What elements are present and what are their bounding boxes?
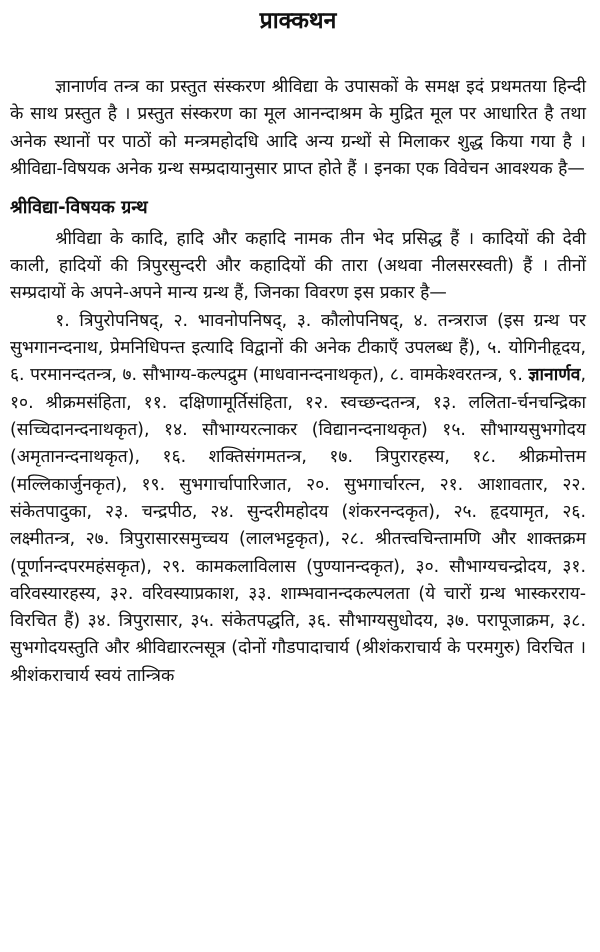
section-heading: श्रीविद्या-विषयक ग्रन्थ — [10, 196, 148, 218]
list-bold-term: ज्ञानार्णव — [528, 365, 581, 386]
page-title: प्राक्कथन — [259, 8, 337, 34]
list-text-start: १. त्रिपुरोपनिषद्, २. भावनोपनिषद्, ३. कौलोपनिषद्, ४. तन्त्रराज (इस ग्रन्थ पर सुभगानन्दनाथ, प्रेमनिधिपन्त इत्यादि विद्वानों की अनेक टीकाएँ उपलब्ध हैं), ५. योगिनीहृदय, ६. परमानन्दतन्त्र, ७. सौभाग्य-कल्पद्रुम (माधवानन्दनाथकृत), ८. वामकेश्वरतन्त्र, ९. — [10, 310, 586, 386]
intro-paragraph: ज्ञानार्णव तन्त्र का प्रस्तुत संस्करण श्रीविद्या के उपासकों के समक्ष इदं प्रथमतया हिन्दी के साथ प्रस्तुत है । प्रस्तुत संस्करण का मूल आनन्दाश्रम के मुद्रित मूल पर आधारित है तथा अनेक स्थानों पर पाठों को मन्त्रमहोदधि आदि अन्य ग्रन्थों से मिलाकर शुद्ध किया गया है । श्रीविद्या-विषयक अनेक ग्रन्थ सम्प्रदायानुसार प्राप्त होते हैं । इनका एक विवेचन आवश्यक है— — [10, 77, 586, 180]
text-list-paragraph — [10, 308, 586, 690]
list-text-rest: , १०. श्रीक्रमसंहिता, ११. दक्षिणामूर्तिसंहिता, १२. स्वच्छन्दतन्त्र, १३. ललिता-र्चनचन्द्रिका (सच्चिदानन्दनाथकृत), १४. सौभाग्यरत्नाकर (विद्यानन्दनाथकृत) १५. सौभाग्यसुभगोदय (अमृतानन्दनाथकृत), १६. शक्तिसंगमतन्त्र, १७. त्रिपुरारहस्य, १८. श्रीक्रमोत्तम (मल्लिकार्जुनकृत), १९. सुभगार्चापारिजात, २०. सुभगार्चारत्न, २१. आशावतार, २२. संकेतपादुका, २३. चन्द्रपीठ, २४. सुन्दरीमहोदय (शंकरनन्दकृत), २५. हृदयामृत, २६. लक्ष्मीतन्त्र, २७. त्रिपुरासारसमुच्चय (लालभट्टकृत), २८. श्रीतत्त्वचिन्तामणि और शाक्तक्रम (पूर्णानन्दपरमहंसकृत), २९. कामकलाविलास (पुण्यानन्दकृत), ३०. सौभाग्यचन्द्रोदय, ३१. वरिवस्यारहस्य, ३२. वरिवस्याप्रकाश, ३३. शाम्भवानन्दकल्पलता (ये चारों ग्रन्थ भास्करराय-विरचित हैं) ३४. त्रिपुरासार, ३५. संकेतपद्धति, ३६. सौभाग्यसुधोदय, ३७. परापूजाक्रम, ३८. सुभगोदयस्तुति और श्रीविद्यारत्नसूत्र (दोनों गौडपादाचार्य (श्रीशंकराचार्य के परमगुरु) विरचित । श्रीशंकराचार्य स्वयं तान्त्रिक — [10, 365, 586, 686]
section-paragraph: श्रीविद्या के कादि, हादि और कहादि नामक तीन भेद प्रसिद्ध हैं । कादियों की देवी काली, हादियों की त्रिपुरसुन्दरी और कहादियों की तारा (अथवा नीलसरस्वती) हैं । तीनों सम्प्रदायों के अपने-अपने मान्य ग्रन्थ हैं, जिनका विवरण इस प्रकार है— — [10, 228, 586, 304]
